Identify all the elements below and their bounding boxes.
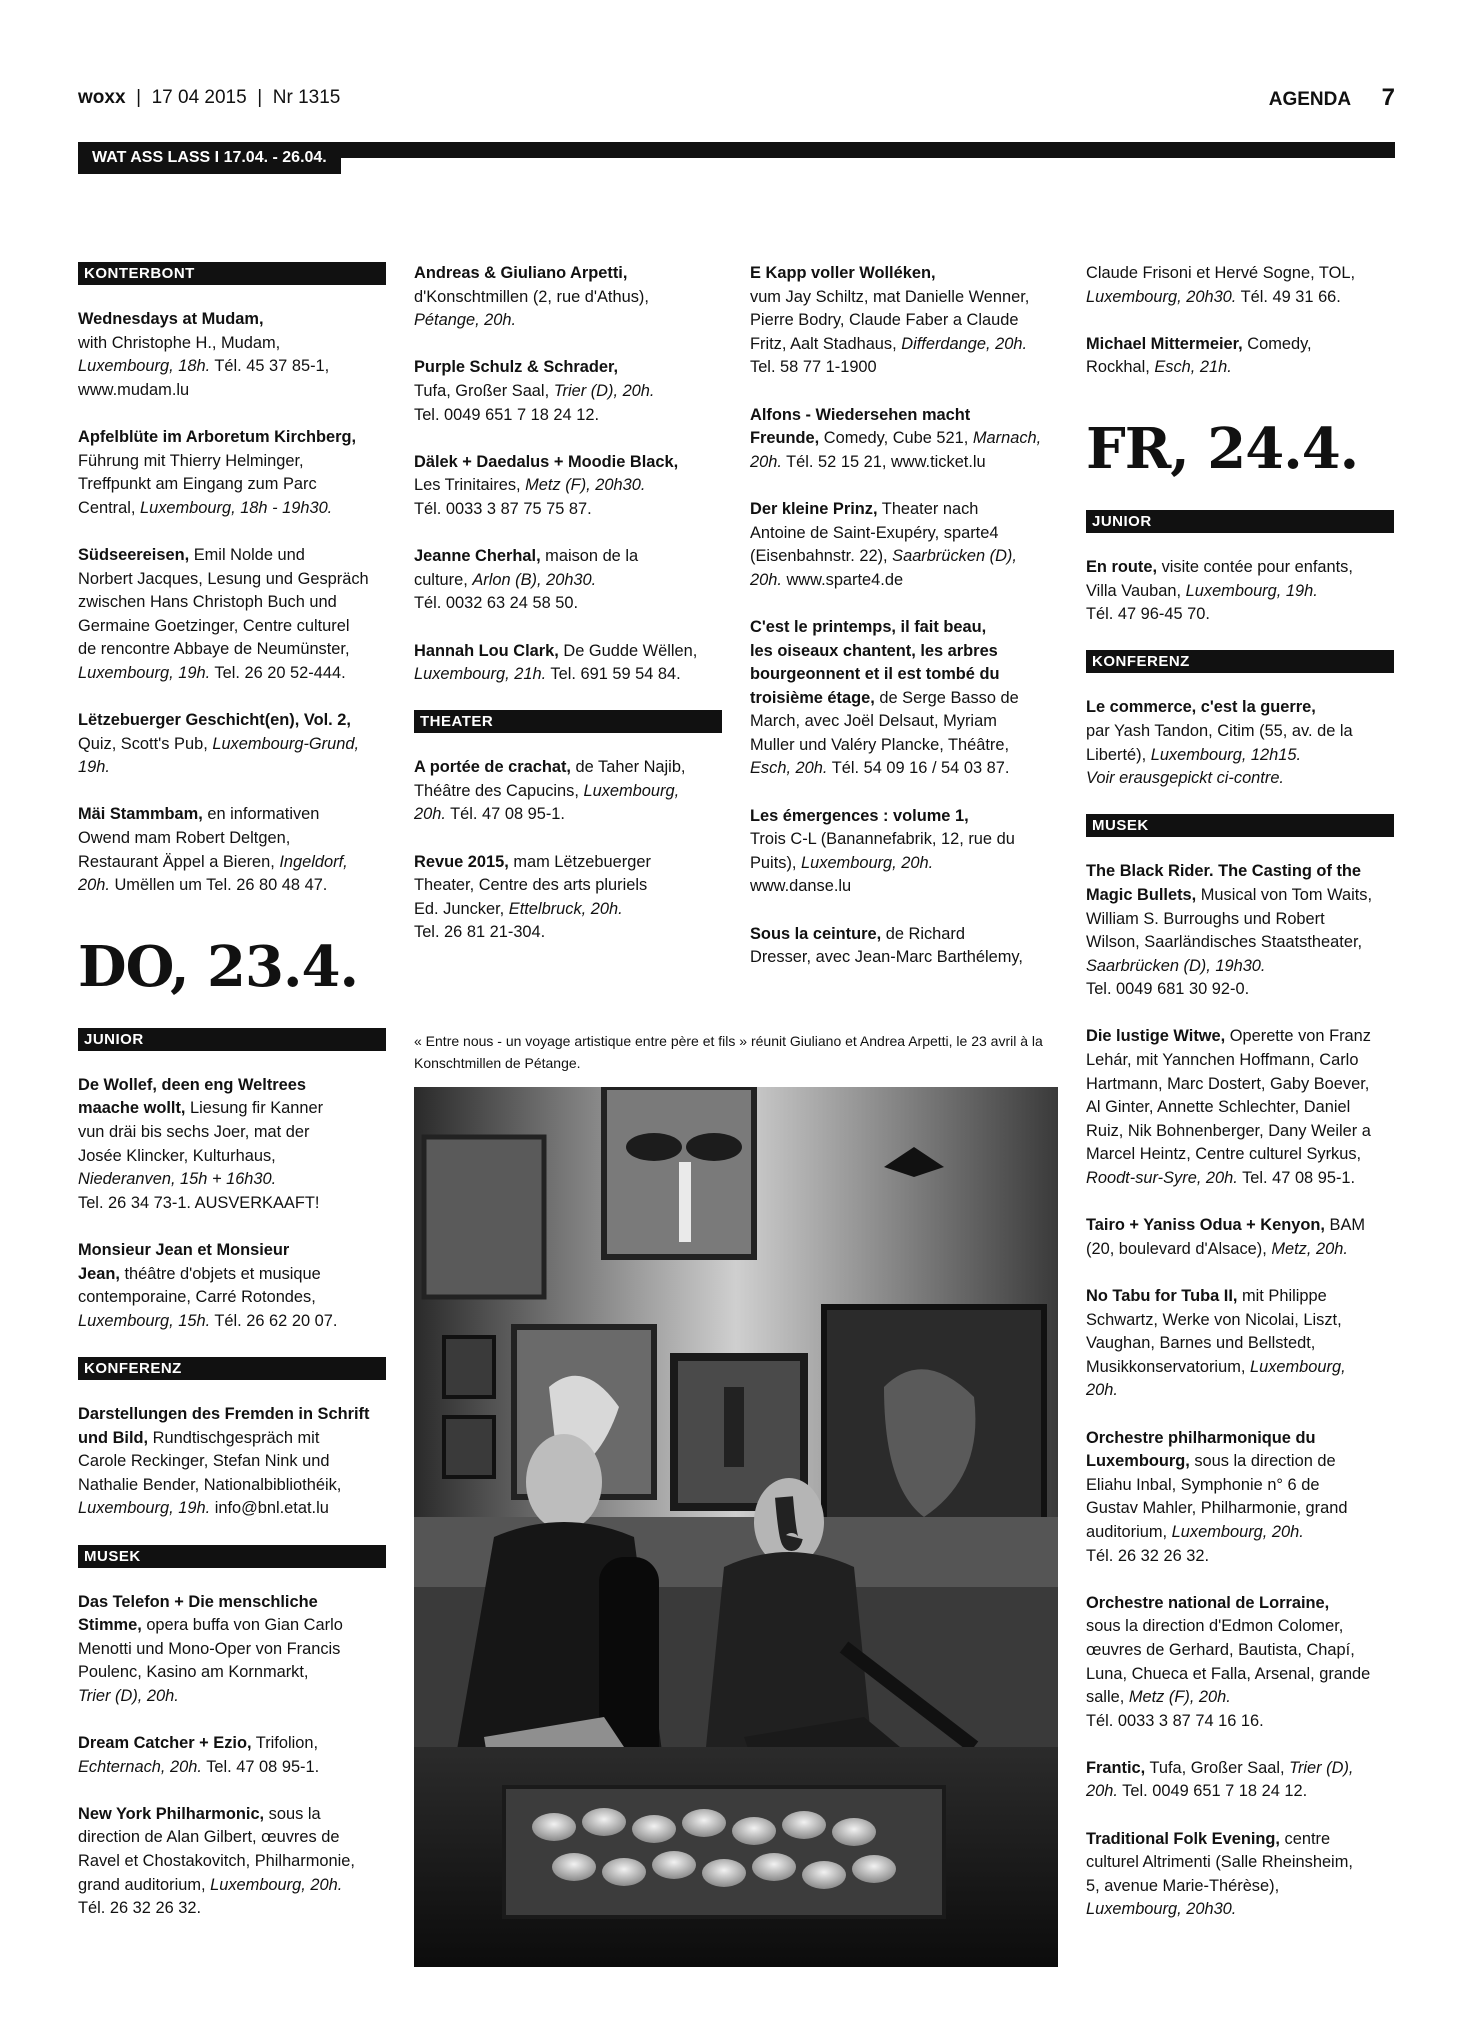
category-junior: JUNIOR	[78, 1028, 386, 1051]
photo-illustration	[414, 1087, 1058, 1967]
event-entry: De Wollef, deen eng Weltrees maache wollt, Liesung fir Kanner vun dräi bis sechs Joer, mat der Josée Klincker, Kulturhaus, Niederanven, 15h + 16h30. Tel. 26 34 73-1. AUSVERKAAFT!	[78, 1075, 324, 1212]
event-entry: A portée de crachat, de Taher Najib, Théâtre des Capucins, Luxembourg, 20h. Tél. 47 08 95-1.	[414, 758, 686, 824]
event-entry: Purple Schulz & Schrader, Tufa, Großer Saal, Trier (D), 20h. Tel. 0049 651 7 18 24 12.	[414, 358, 655, 424]
category-konferenz: KONFERENZ	[78, 1357, 386, 1380]
event-entry: Dälek + Daedalus + Moodie Black, Les Trinitaires, Metz (F), 20h30. Tél. 0033 3 87 75 75 87.	[414, 452, 679, 518]
event-entry: E Kapp voller Wolléken, vum Jay Schiltz, mat Danielle Wenner, Pierre Bodry, Claude Faber a Claude Fritz, Aalt Stadhaus, Differdange, 20h. Tel. 58 77 1-1900	[750, 264, 1030, 377]
event-entry: Wednesdays at Mudam, with Christophe H., Mudam, Luxembourg, 18h. Tél. 45 37 85-1, www.mudam.lu	[78, 310, 330, 399]
column-1	[78, 262, 386, 1944]
masthead-left: woxx | 17 04 2015 | Nr 1315	[78, 87, 341, 108]
event-entry: Orchestre national de Lorraine, sous la direction d'Edmon Colomer, œuvres de Gerhard, Bautista, Chapí, Luna, Chueca et Falla, Arsenal, grande salle, Metz (F), 20h. Tél. 0033 3 87 74 16 16.	[1086, 1593, 1371, 1730]
event-entry: Revue 2015, mam Lëtzebuerger Theater, Centre des arts pluriels Ed. Juncker, Ettelbruck, 20h. Tel. 26 81 21-304.	[414, 852, 651, 942]
event-entry: Südseereisen, Emil Nolde und Norbert Jacques, Lesung und Gespräch zwischen Hans Christoph Buch und Germaine Goetzinger, Centre culturel de rencontre Abbaye de Neumünster, Luxembourg, 19h. Tel. 26 20 52-444.	[78, 545, 369, 682]
column-4	[1086, 262, 1394, 1946]
event-entry: Lëtzebuerger Geschicht(en), Vol. 2, Quiz, Scott's Pub, Luxembourg-Grund, 19h.	[78, 711, 360, 777]
category-konferenz: KONFERENZ	[1086, 650, 1394, 673]
event-entry: Frantic, Tufa, Großer Saal, Trier (D), 20h. Tel. 0049 651 7 18 24 12.	[1086, 1758, 1354, 1801]
category-junior: JUNIOR	[1086, 510, 1394, 533]
event-entry: Hannah Lou Clark, De Gudde Wëllen, Luxembourg, 21h. Tel. 691 59 54 84.	[414, 641, 698, 684]
event-entry: New York Philharmonic, sous la direction de Alan Gilbert, œuvres de Ravel et Chostakovitch, Philharmonie, grand auditorium, Luxembourg, 20h. Tél. 26 32 26 32.	[78, 1804, 355, 1918]
category-musek: MUSEK	[1086, 814, 1394, 837]
page-number: 7	[1381, 84, 1395, 111]
category-konterbont: KONTERBONT	[78, 262, 386, 285]
event-entry: Die lustige Witwe, Operette von Franz Lehár, mit Yannchen Hoffmann, Carlo Hartmann, Marc Dostert, Gaby Boever, Al Ginter, Annette Schlechter, Daniel Ruiz, Nik Bohnenberger, Dany Weiler a Marcel Heintz, Centre culturel Syrkus, Roodt-sur-Syre, 20h. Tel. 47 08 95-1.	[1086, 1027, 1371, 1188]
brand-logo: woxx	[78, 87, 126, 108]
event-entry: C'est le printemps, il fait beau, les oiseaux chantent, les arbres bourgeonnent et il est tombé du troisième étage, de Serge Basso de March, avec Joël Delsaut, Myriam Muller und Valéry Plancke, Théâtre, Esch, 20h. Tél. 54 09 16 / 54 03 87.	[750, 617, 1019, 778]
event-entry: Le commerce, c'est la guerre, par Yash Tandon, Citim (55, av. de la Liberté), Luxembourg, 12h15. Voir erausgepickt ci-contre.	[1086, 698, 1353, 788]
event-entry: Der kleine Prinz, Theater nach Antoine de Saint-Exupéry, sparte4 (Eisenbahnstr. 22), Saarbrücken (D), 20h. www.sparte4.de	[750, 499, 1017, 589]
event-entry: Sous la ceinture, de Richard Dresser, avec Jean-Marc Barthélemy,	[750, 924, 1023, 967]
event-entry: Michael Mittermeier, Comedy, Rockhal, Esch, 21h.	[1086, 334, 1312, 377]
event-entry: Darstellungen des Fremden in Schrift und Bild, Rundtischgespräch mit Carole Reckinger, Stefan Nink und Nathalie Bender, Nationalbibliothéik, Luxembourg, 19h. info@bnl.etat.lu	[78, 1404, 370, 1518]
column-3	[750, 262, 1062, 993]
event-photo	[414, 1087, 1058, 1967]
photo-caption: « Entre nous - un voyage artistique entre père et fils » réunit Giuliano et Andrea Arpetti, le 23 avril à la Konschtmillen de Pétange.	[414, 1033, 1043, 1071]
event-entry: The Black Rider. The Casting of the Magic Bullets, Musical von Tom Waits, William S. Burroughs und Robert Wilson, Saarländisches Staatstheater, Saarbrücken (D), 19h30. Tel. 0049 681 30 92-0.	[1086, 862, 1373, 999]
event-entry: Traditional Folk Evening, centre culturel Altrimenti (Salle Rheinsheim, 5, avenue Marie-Thérèse), Luxembourg, 20h30.	[1086, 1829, 1353, 1919]
section-bar-label: WAT ASS LASS I 17.04. - 26.04.	[78, 142, 341, 174]
event-entry: Mäi Stammbam, en informativen Owend mam Robert Deltgen, Restaurant Äppel a Bieren, Ingeldorf, 20h. Umëllen um Tel. 26 80 48 47.	[78, 805, 348, 895]
event-entry: En route, visite contée pour enfants, Villa Vauban, Luxembourg, 19h. Tél. 47 96-45 70.	[1086, 557, 1353, 624]
event-entry: Orchestre philharmonique du Luxembourg, sous la direction de Eliahu Inbal, Symphonie n° 6 de Gustav Mahler, Philharmonie, grand auditorium, Luxembourg, 20h. Tél. 26 32 26 32.	[1086, 1428, 1348, 1565]
event-entry: Jeanne Cherhal, maison de la culture, Arlon (B), 20h30. Tél. 0032 63 24 58 50.	[414, 547, 639, 613]
day-heading-do: DO, 23.4.	[78, 933, 358, 1000]
event-entry: Tairo + Yaniss Odua + Kenyon, BAM (20, boulevard d'Alsace), Metz, 20h.	[1086, 1216, 1366, 1258]
event-entry: Alfons - Wiedersehen macht Freunde, Comedy, Cube 521, Marnach, 20h. Tél. 52 15 21, www.ticket.lu	[750, 405, 1042, 471]
category-theater: THEATER	[414, 710, 722, 733]
event-entry: Andreas & Giuliano Arpetti, d'Konschtmillen (2, rue d'Athus), Pétange, 20h.	[414, 264, 649, 330]
event-entry: Les émergences : volume 1, Trois C-L (Banannefabrik, 12, rue du Puits), Luxembourg, 20h. www.danse.lu	[750, 806, 1015, 896]
category-musek: MUSEK	[78, 1545, 386, 1568]
event-entry: Monsieur Jean et Monsieur Jean, théâtre d'objets et musique contemporaine, Carré Rotondes, Luxembourg, 15h. Tél. 26 62 20 07.	[78, 1241, 338, 1330]
issue-date: 17 04 2015	[151, 87, 247, 108]
event-entry: Dream Catcher + Ezio, Trifolion, Echternach, 20h. Tel. 47 08 95-1.	[78, 1734, 320, 1776]
event-entry: Claude Frisoni et Hervé Sogne, TOL, Luxembourg, 20h30. Tél. 49 31 66.	[1086, 264, 1356, 306]
event-entry: Das Telefon + Die menschliche Stimme, opera buffa von Gian Carlo Menotti und Mono-Oper von Francis Poulenc, Kasino am Kornmarkt, Trier (D), 20h.	[78, 1592, 343, 1705]
event-entry: Apfelblüte im Arboretum Kirchberg, Führung mit Thierry Helminger, Treffpunkt am Eingang zum Parc Central, Luxembourg, 18h - 19h30.	[78, 427, 357, 517]
issue-number: Nr 1315	[272, 87, 341, 108]
section-bar	[78, 142, 1395, 166]
masthead-right	[1269, 84, 1395, 112]
section-title: AGENDA	[1268, 89, 1351, 110]
masthead	[78, 86, 1395, 110]
event-entry: No Tabu for Tuba II, mit Philippe Schwartz, Werke von Nicolai, Liszt, Vaughan, Barnes und Bellstedt, Musikkonservatorium, Luxembourg, 20h.	[1086, 1287, 1346, 1400]
column-2	[414, 262, 722, 969]
day-heading-fr: FR, 24.4.	[1086, 415, 1359, 482]
